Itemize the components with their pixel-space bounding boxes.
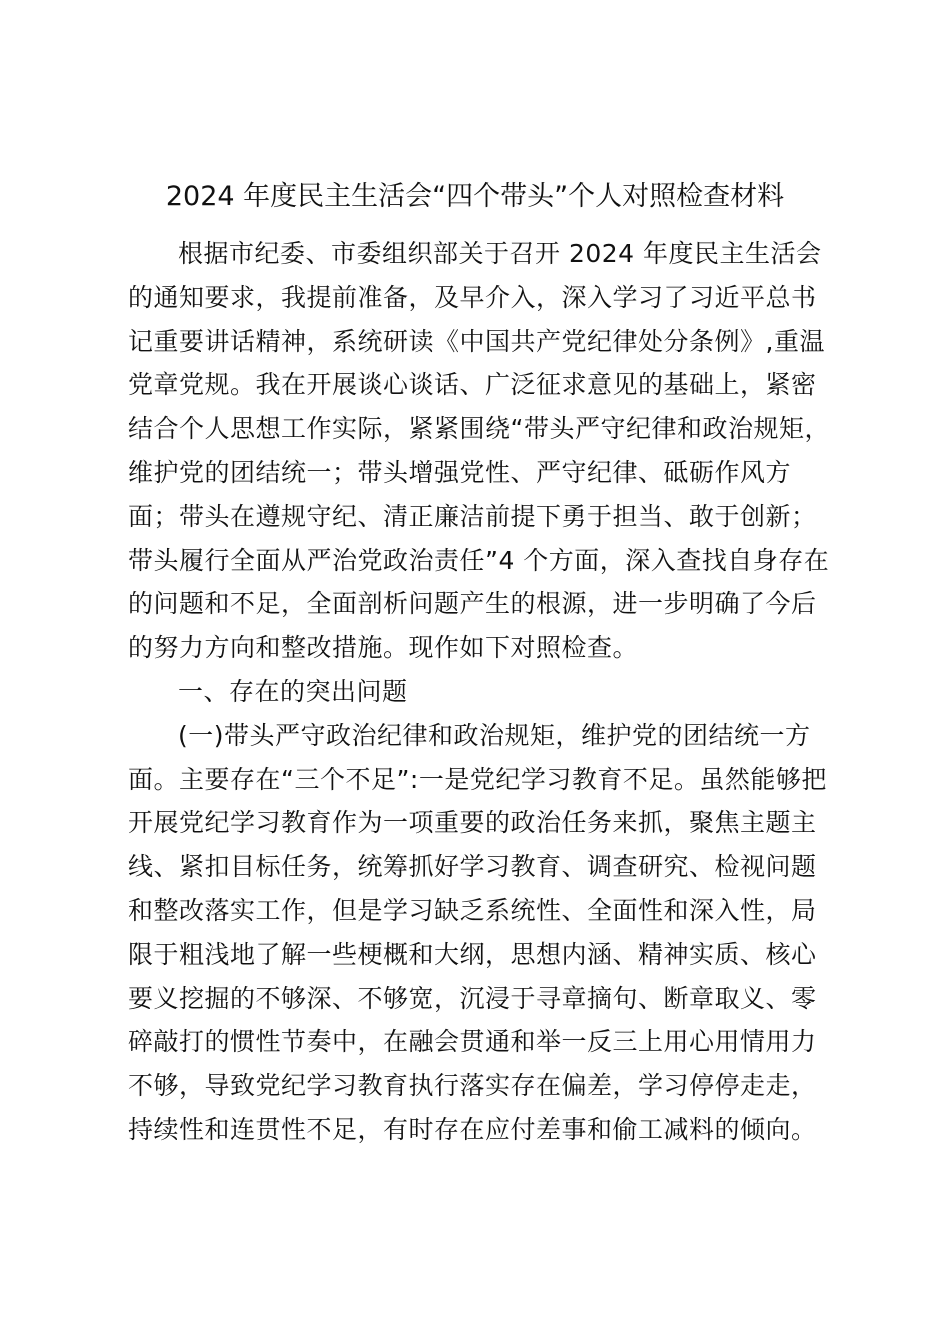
paragraph-line: 要义挖掘的不够深、不够宽，沉浸于寻章摘句、断章取义、零 [128, 983, 817, 1013]
paragraph-line: 面；带头在遵规守纪、清正廉洁前提下勇于担当、敢于创新； [128, 501, 817, 531]
paragraph-line: 维护党的团结统一；带头增强党性、严守纪律、砥砺作风方 [128, 457, 792, 487]
paragraph-line: 根据市纪委、市委组织部关于召开 2024 年度民主生活会 [178, 239, 822, 268]
paragraph-line: 党章党规。我在开展谈心谈话、广泛征求意见的基础上，紧密 [128, 370, 817, 400]
paragraph-line: 的努力方向和整改措施。现作如下对照检查。 [128, 633, 639, 663]
paragraph-line: 和整改落实工作，但是学习缺乏系统性、全面性和深入性，局 [128, 895, 817, 925]
paragraph-line: 限于粗浅地了解一些梗概和大纲，思想内涵、精神实质、核心 [128, 939, 817, 969]
paragraph-line: 开展党纪学习教育作为一项重要的政治任务来抓，聚焦主题主 [128, 808, 817, 838]
document-title: 2024 年度民主生活会“四个带头”个人对照检查材料 [165, 181, 785, 212]
paragraph-line: 记重要讲话精神，系统研读《中国共产党纪律处分条例》,重温 [128, 326, 825, 356]
section-heading: 一、存在的突出问题 [178, 676, 408, 706]
paragraph-line: 线、紧扣目标任务，统筹抓好学习教育、调查研究、检视问题 [128, 852, 817, 882]
paragraph-line: 结合个人思想工作实际，紧紧围绕“带头严守纪律和政治规矩， [128, 414, 830, 444]
paragraph-line: 带头履行全面从严治党政治责任”4 个方面，深入查找自身存在 [128, 545, 830, 575]
paragraph-line: 持续性和连贯性不足，有时存在应付差事和偷工减料的倾向。 [128, 1114, 817, 1144]
paragraph-line: 碎敲打的惯性节奏中，在融会贯通和举一反三上用心用情用力 [128, 1027, 817, 1057]
paragraph-line: 不够，导致党纪学习教育执行落实存在偏差，学习停停走走， [128, 1071, 817, 1101]
document-body [128, 232, 828, 1152]
paragraph-line: 的通知要求，我提前准备，及早介入，深入学习了习近平总书 [128, 282, 817, 312]
subsection-heading-line: (一)带头严守政治纪律和政治规矩，维护党的团结统一方 [178, 720, 811, 750]
paragraph-line: 面。主要存在“三个不足”:一是党纪学习教育不足。虽然能够把 [128, 764, 827, 794]
paragraph-line: 的问题和不足，全面剖析问题产生的根源，进一步明确了今后 [128, 589, 817, 619]
